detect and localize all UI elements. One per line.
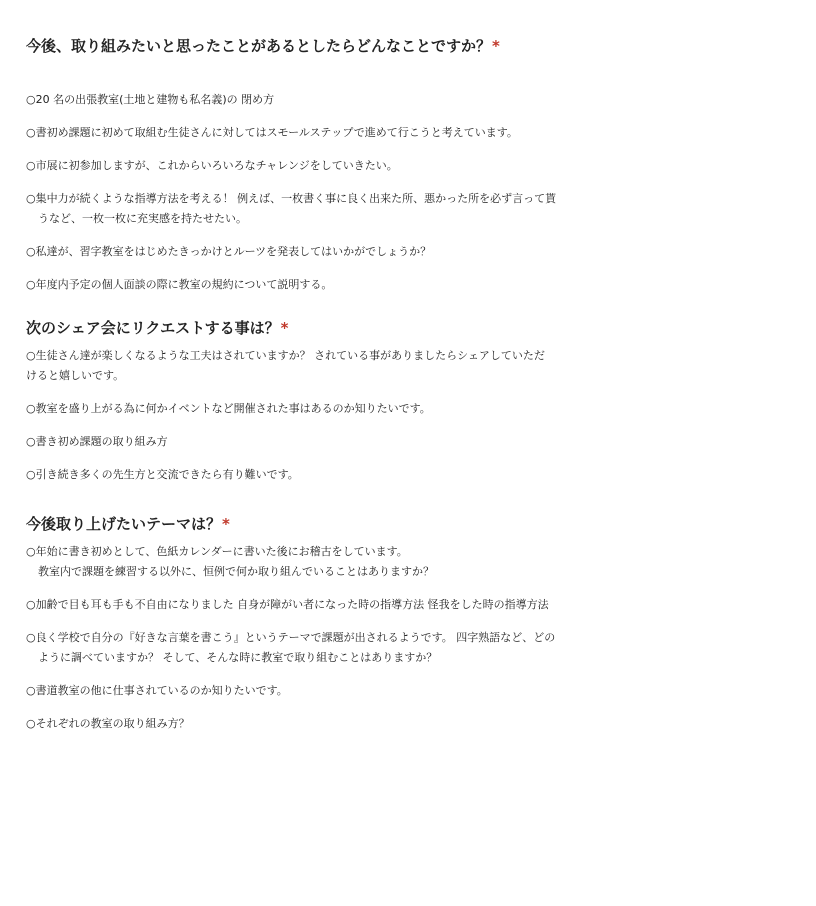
question-title: 次のシェア会にリクエストする事は？ xyxy=(26,319,280,337)
answer-item: ○それぞれの教室の取り組み方？ xyxy=(26,717,190,730)
question-section-future-plans xyxy=(26,36,556,295)
question-title: 今後取り上げたいテーマは？ xyxy=(26,515,222,533)
answer-item: ○市展に初参加しますが、これからいろいろなチャレンジをしていきたい。 xyxy=(26,159,398,172)
required-asterisk: * xyxy=(280,319,289,337)
answer-item: ○生徒さん達が楽しくなるような工夫はされていますか？ されている事がありましたらシェアしていただ けると嬉しいです。 xyxy=(26,349,545,382)
question-section-future-themes xyxy=(26,514,555,734)
answer-item: ○書道教室の他に仕事されているのか知りたいです。 xyxy=(26,684,288,697)
question-section-share-request xyxy=(26,318,545,485)
answer-item: ○加齢で目も耳も手も不自由になりました 自身が障がい者になった時の指導方法 怪我をした時の指導方法 xyxy=(26,598,549,611)
required-asterisk: * xyxy=(222,515,230,533)
required-asterisk: * xyxy=(492,37,500,55)
answer-item: ○20 名の出張教室(土地と建物も私名義)の 閉め方 xyxy=(26,93,275,106)
answer-item: ○良く学校で自分の『好きな言葉を書こう』というテーマで課題が出されるようです。 四字熟語など、どの ように調べていますか？ そして、そんな時に教室で取り組むことはありますか？ xyxy=(26,631,556,664)
answer-item: ○年始に書き初めとして、色紙カレンダーに書いた後にお稽古をしています。 教室内で課題を練習する以外に、恒例で何か取り組んでいることはありますか？ xyxy=(26,545,434,578)
answer-item: ○書初め課題に初めて取組む生徒さんに対してはスモールステップで進めて行こうと考えています。 xyxy=(26,126,518,139)
question-title: 今後、取り組みたいと思ったことがあるとしたらどんなことですか？ xyxy=(26,37,492,55)
answer-item: ○年度内予定の個人面談の際に教室の規約について説明する。 xyxy=(26,278,333,291)
question-heading xyxy=(26,36,556,56)
question-heading xyxy=(26,318,545,338)
answer-item: ○私達が、習字教室をはじめたきっかけとルーツを発表してはいかがでしょうか？ xyxy=(26,245,432,258)
answer-item: ○書き初め課題の取り組み方 xyxy=(26,435,168,448)
question-heading xyxy=(26,514,555,534)
answer-item: ○教室を盛り上がる為に何かイベントなど開催された事はあるのか知りたいです。 xyxy=(26,402,431,415)
answer-item: ○集中力が続くような指導方法を考える！ 例えば、一枚書く事に良く出来た所、悪かった所を必ず言って貰 うなど、一枚一枚に充実感を持たせたい。 xyxy=(26,192,557,225)
answer-item: ○引き続き多くの先生方と交流できたら有り難いです。 xyxy=(26,468,299,481)
